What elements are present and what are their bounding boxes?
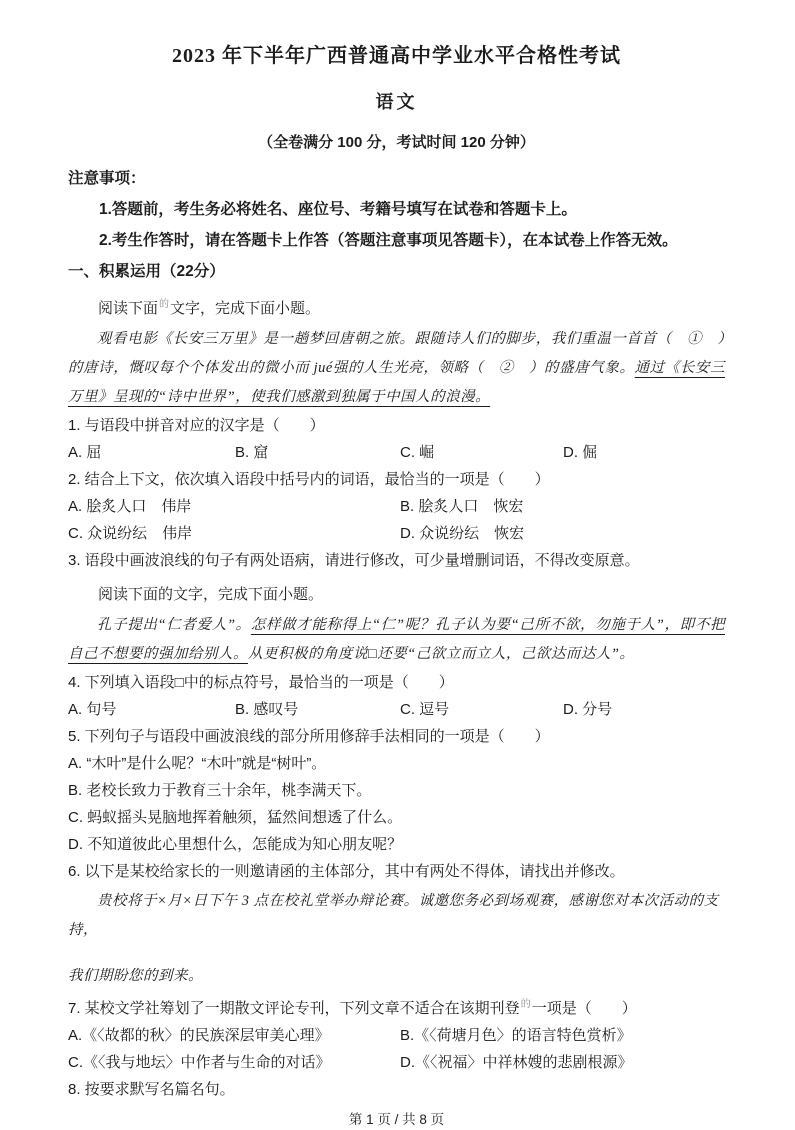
reading2-intro: 阅读下面的文字，完成下面小题。 — [98, 586, 324, 603]
reading1-intro-suffix: 文字，完成下面小题。 — [170, 300, 321, 317]
question-7-options — [68, 1022, 725, 1076]
reading1-passage-underlined: 通过《长安三万里》呈现的“诗中世界”，使我们感激到独属于中国人的浪漫。 — [68, 360, 726, 405]
question-7-text — [68, 991, 725, 1022]
question-1-option-C: C. 崛 — [400, 444, 435, 461]
question-7-text-suffix: 一项是（ ） — [531, 1000, 637, 1017]
reading1-passage — [68, 325, 725, 412]
question-1-option-D: D. 倔 — [563, 444, 598, 461]
question-4-option-A: A. 句号 — [68, 701, 117, 718]
question-2-option-B: B. 脍炙人口 恢宏 — [400, 498, 524, 515]
question-2-option-C: C. 众说纷纭 伟岸 — [68, 525, 193, 542]
question-1-options — [68, 439, 725, 466]
question-4-text: 4. 下列填入语段□中的标点符号，最恰当的一项是（ ） — [68, 674, 454, 691]
question-7-option-A: A.《〈故都的秋〉的民族深层审美心理》 — [68, 1027, 330, 1044]
question-6-text: 6. 以下是某校给家长的一则邀请函的主体部分，其中有两处不得体，请找出并修改。 — [68, 863, 625, 880]
reading1-intro-superscript: 的 — [159, 299, 170, 310]
question-5-option-A: A. “木叶”是什么呢？“木叶”就是“树叶”。 — [68, 755, 327, 772]
question-7-text-prefix: 7. 某校文学社筹划了一期散文评论专刊，下列文章不适合在该期刊登 — [68, 1000, 520, 1017]
exam-subject: 语文 — [375, 92, 418, 112]
reading2-passage-normal-start: 孔子提出“仁者爱人”。 — [97, 617, 251, 633]
question-5-option-C: C. 蚂蚁摇头晃脑地挥着触须，猛然间想透了什么。 — [68, 809, 403, 826]
question-7-option-B: B.《〈荷塘月色〉的语言特色赏析》 — [400, 1027, 632, 1044]
reading1-passage-normal: 观看电影《长安三万里》是一趟梦回唐朝之旅。跟随诗人们的脚步，我们重温一首首（ ① ）的唐诗，慨叹每个个体发出的微小而 jué强的人生光亮，领略（ ② ）的盛唐气象。 — [68, 331, 725, 376]
reading1-intro — [68, 293, 725, 321]
question-1-option-A: A. 屈 — [68, 444, 102, 461]
page-indicator: 第 1 页 / 共 8 页 — [348, 1112, 445, 1127]
notice-item-1: 1.答题前，考生务必将姓名、座位号、考籍号填写在试卷和答题卡上。 — [99, 201, 577, 218]
question-1-option-B: B. 窟 — [235, 444, 269, 461]
question-5-text: 5. 下列句子与语段中画波浪线的部分所用修辞手法相同的一项是（ ） — [68, 728, 550, 745]
question-2-options — [68, 493, 725, 547]
question-7-option-D: D.《〈祝福〉中祥林嫂的悲剧根源》 — [400, 1054, 633, 1071]
invitation-line-1: 贵校将于×月×日下午 3 点在校礼堂举办辩论赛。诚邀您务必到场观赛，感谢您对本次活动的支持， — [68, 893, 719, 938]
question-3-text: 3. 语段中画波浪线的句子有两处语病，请进行修改，可少量增删词语，不得改变原意。 — [68, 552, 640, 569]
question-1-text: 1. 与语段中拼音对应的汉字是（ ） — [68, 417, 325, 434]
question-5-option-D: D. 不知道彼此心里想什么，怎能成为知心朋友呢？ — [68, 836, 403, 853]
exam-info: （全卷满分 100 分，考试时间 120 分钟） — [258, 134, 535, 151]
section-1-heading: 一、积累运用（22分） — [68, 263, 225, 280]
reading2-passage-normal-end: 从更积极的角度说□还要“己欲立而立人，己欲达而达人”。 — [248, 646, 635, 662]
question-8-text: 8. 按要求默写名篇名句。 — [68, 1081, 235, 1098]
reading1-intro-prefix: 阅读下面 — [98, 300, 159, 317]
question-7-option-C: C.《〈我与地坛〉中作者与生命的对话》 — [68, 1054, 331, 1071]
reading2-passage-underlined: 怎样做才能称得上“仁”呢？孔子认为要“己所不欲，勿施于人”，即不把自己不想要的强加给别人。 — [68, 617, 725, 662]
question-2-text: 2. 结合上下文，依次填入语段中括号内的词语，最恰当的一项是（ ） — [68, 471, 550, 488]
question-4-option-B: B. 感叹号 — [235, 701, 299, 718]
question-4-options — [68, 696, 725, 723]
notice-item-2: 2.考生作答时，请在答题卡上作答（答题注意事项见答题卡），在本试卷上作答无效。 — [99, 232, 678, 249]
invitation-line-2: 我们期盼您的到来。 — [68, 968, 203, 984]
exam-title: 2023 年下半年广西普通高中学业水平合格性考试 — [172, 45, 621, 67]
reading2-passage — [68, 611, 725, 669]
question-2-option-A: A. 脍炙人口 伟岸 — [68, 498, 192, 515]
question-5-option-B: B. 老校长致力于教育三十余年，桃李满天下。 — [68, 782, 372, 799]
question-4-option-C: C. 逗号 — [400, 701, 450, 718]
question-2-option-D: D. 众说纷纭 恢宏 — [400, 525, 525, 542]
question-7-superscript: 的 — [520, 999, 531, 1010]
notices-heading: 注意事项： — [68, 170, 146, 187]
question-4-option-D: D. 分号 — [563, 701, 613, 718]
